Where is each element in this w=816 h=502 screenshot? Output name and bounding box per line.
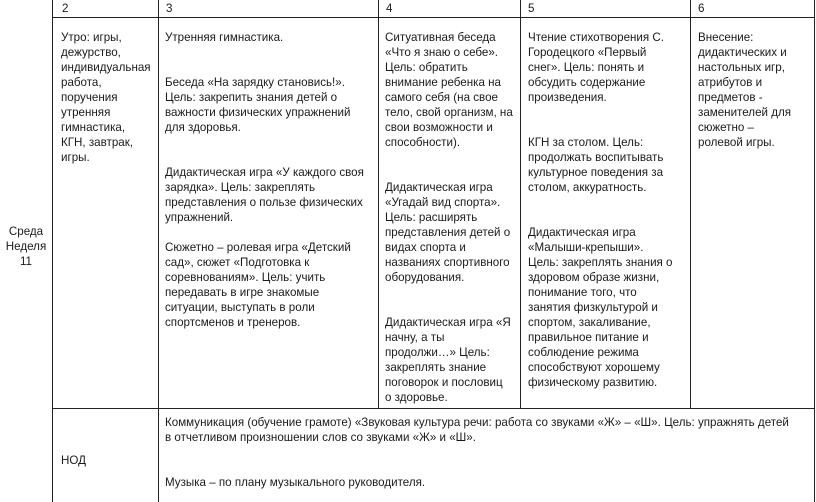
grid-line-nod bbox=[158, 408, 159, 502]
grid-line-right bbox=[814, 0, 815, 502]
header-col-5: 5 bbox=[528, 2, 535, 15]
grid-line-left bbox=[52, 0, 53, 502]
grid-line-col3-4 bbox=[378, 0, 379, 408]
header-col-6: 6 bbox=[698, 2, 705, 15]
header-col-2: 2 bbox=[62, 2, 69, 15]
header-col-3: 3 bbox=[166, 2, 173, 15]
day-label: Среда Неделя 11 bbox=[5, 225, 47, 268]
grid-line-col5-6 bbox=[690, 0, 691, 408]
nod-content: Коммуникация (обучение грамоте) «Звуковая культура речи: работа со звуками «Ж» – «Ш». Цель: упражнять детей в отчетливом произношении слов со звуками «Ж» и «Ш». Музыка – по плану музыкального руководителя. bbox=[165, 416, 789, 489]
grid-line-row1 bbox=[52, 408, 815, 409]
grid-line-col2-3 bbox=[158, 0, 159, 408]
grid-line-header bbox=[52, 17, 815, 18]
cell-environment: Внесение: дидактических и настольных игр, атрибутов и предметов - заменителей для сюжетно – ролевой игры. bbox=[698, 31, 792, 149]
header-col-4: 4 bbox=[386, 2, 393, 15]
cell-physical-activities: Утренняя гимнастика. Беседа «На зарядку становись!». Цель: закрепить знания детей о важности физических упражнений для здоровья. Дидактическая игра «У каждого своя зарядка». Цель: закреплять представления о пользе физических упражнений. Сюжетно – ролевая игра «Детский сад», сюжет «Подготовка к соревнованиям». Цель: учить передавать в игре знакомые ситуации, выступать в роли спортсменов и тренеров. bbox=[165, 31, 364, 329]
nod-label: НОД bbox=[61, 454, 86, 467]
cell-conversations-games: Ситуативная беседа «Что я знаю о себе». Цель: обратить внимание ребенка на самого себя (на свое тело, свой организм, на свои возможности и способности). Дидактическая игра «Угадай вид спорта». Цель: расширять представления детей о видах спорта и названиях спортивного оборудования. Дидактическая игра «Я начну, а ты продолжи…» Цель: закреплять знание поговорок и пословиц о здоровье. bbox=[385, 31, 513, 404]
grid-line-col4-5 bbox=[520, 0, 521, 408]
cell-regime: Утро: игры, дежурство, индивидуальная работа, поручения утренняя гимнастика, КГН, завтрак, игры. bbox=[61, 31, 151, 164]
cell-reading-games: Чтение стихотворения С. Городецкого «Первый снег». Цель: понять и обсудить содержание произведения. КГН за столом. Цель: продолжать воспитывать культурное поведения за столом, аккуратность. Дидактическая игра «Малыши-крепыши». Цель: закреплять знания о здоровом образе жизни, понимание того, что занятия физкультурой и спортом, закаливание, правильное питание и соблюдение режима способствуют хорошему физическому развитию. bbox=[528, 31, 673, 389]
